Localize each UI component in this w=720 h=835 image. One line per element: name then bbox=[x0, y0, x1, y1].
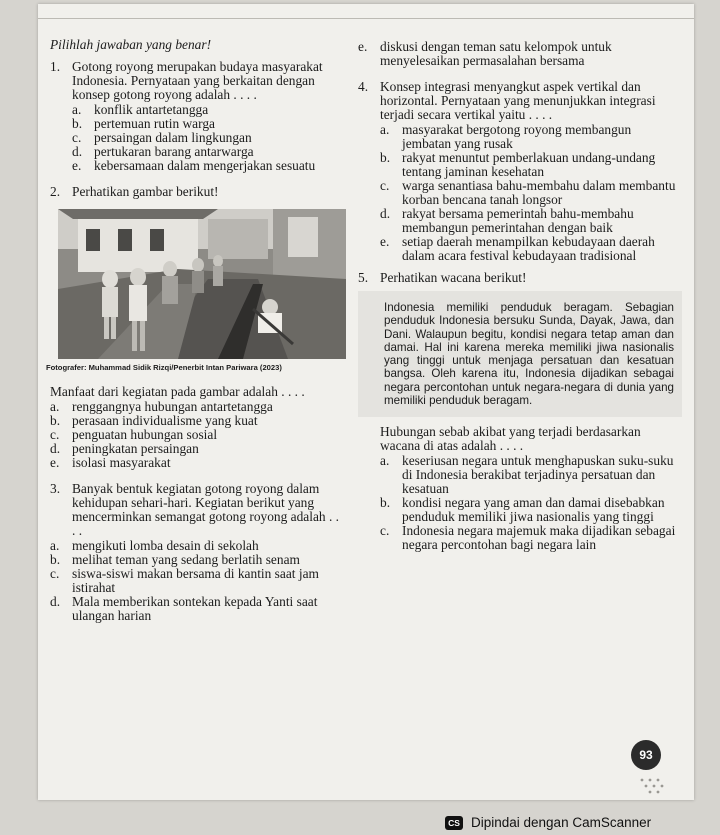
option: c. penguatan hubungan sosial bbox=[50, 427, 218, 442]
option: b. pertemuan rutin warga bbox=[72, 116, 215, 131]
option: d. Mala memberikan sontekan kepada Yanti saat ulangan harian bbox=[50, 594, 318, 623]
option: a. renggangnya hubungan antartetangga bbox=[50, 399, 273, 414]
option: c. warga senantiasa bahu-membahu dalam membantu korban bencana tanah longsor bbox=[380, 178, 676, 207]
right-column bbox=[358, 40, 682, 552]
question-text: Konsep integrasi menyangkut aspek vertikal dan horizontal. Pernyataan yang menunjukkan integrasi terjadi secara vertikal yaitu . . . . bbox=[380, 79, 656, 122]
option: a. masyarakat bergotong royong membangun jembatan yang rusak bbox=[380, 122, 632, 151]
book-page bbox=[38, 4, 694, 800]
question-number: 2. bbox=[50, 184, 61, 199]
page-number: 93 bbox=[631, 740, 661, 770]
photo-credit: Fotografer: Muhammad Sidik Rizqi/Penerbit Intan Pariwara (2023) bbox=[46, 363, 282, 372]
question-text: Gotong royong merupakan budaya masyarakat Indonesia. Pernyataan yang berkaitan dengan konsep gotong royong adalah . . . . bbox=[72, 59, 323, 102]
question-3 bbox=[50, 482, 342, 623]
decorative-dots bbox=[636, 776, 670, 794]
option: d. rakyat bersama pemerintah bahu-membahu membangun pemerintahan dengan baik bbox=[380, 206, 634, 235]
option: d. pertukaran barang antarwarga bbox=[72, 144, 254, 159]
question-follow-up: Manfaat dari kegiatan pada gambar adalah . . . . bbox=[50, 384, 305, 399]
option: b. melihat teman yang sedang berlatih senam bbox=[50, 552, 300, 567]
camscanner-logo-icon: CS bbox=[445, 816, 463, 830]
question-4 bbox=[358, 80, 682, 263]
instruction: Pilihlah jawaban yang benar! bbox=[50, 37, 212, 52]
scanner-footer bbox=[445, 815, 651, 830]
scanner-footer-text: Dipindai dengan CamScanner bbox=[471, 815, 652, 830]
option: a. konflik antartetangga bbox=[72, 102, 209, 117]
option: d. peningkatan persaingan bbox=[50, 441, 199, 456]
option: e. kebersamaan dalam mengerjakan sesuatu bbox=[72, 158, 316, 173]
question-1 bbox=[50, 60, 342, 173]
question-number: 4. bbox=[358, 79, 369, 94]
option: a. mengikuti lomba desain di sekolah bbox=[50, 538, 259, 553]
option: b. perasaan individualisme yang kuat bbox=[50, 413, 258, 428]
option: c. persaingan dalam lingkungan bbox=[72, 130, 252, 145]
option: b. kondisi negara yang aman dan damai disebabkan penduduk memiliki jiwa nasionalis yang tinggi bbox=[380, 495, 665, 525]
question-5 bbox=[358, 271, 682, 552]
option: e. diskusi dengan teman satu kelompok untuk menyelesaikan permasalahan bersama bbox=[358, 39, 612, 68]
question-2 bbox=[46, 184, 342, 470]
left-column bbox=[46, 37, 342, 623]
gotong-royong-photo bbox=[58, 209, 346, 359]
option: b. rakyat menuntut pemberlakuan undang-undang tentang jaminan kesehatan bbox=[380, 150, 656, 179]
question-number: 5. bbox=[358, 270, 369, 285]
top-rule bbox=[38, 18, 694, 19]
option: e. isolasi masyarakat bbox=[50, 455, 171, 470]
option: c. siswa-siswi makan bersama di kantin saat jam istirahat bbox=[50, 566, 319, 595]
option: a. keseriusan negara untuk menghapuskan suku-suku di Indonesia berakibat terjadinya persatuan dan kesatuan bbox=[380, 453, 674, 497]
question-number: 3. bbox=[50, 481, 61, 496]
question-text: Perhatikan wacana berikut! bbox=[380, 270, 527, 285]
question-number: 1. bbox=[50, 59, 61, 74]
question-text: Perhatikan gambar berikut! bbox=[72, 184, 219, 199]
reading-passage: Indonesia memiliki penduduk beragam. Sebagian penduduk Indonesia bersuku Sunda, Dayak, Jawa, dan Dani. Walaupun begitu, kondisi negara tetap aman dan damai. Hal ini karena mereka memiliki jiwa nasionalis yang tinggi untuk menjaga persatuan dan kesatuan bangsa. Oleh karena itu, Indonesia dijadikan sebagai negara percontohan untuk negara-negara di dunia yang memiliki penduduk beragam. bbox=[358, 291, 682, 417]
option: e. setiap daerah menampilkan kebudayaan daerah dalam acara festival kebudayaan tradisional bbox=[380, 234, 655, 263]
option: c. Indonesia negara majemuk maka dijadikan sebagai negara percontohan bagi negara lain bbox=[380, 523, 676, 553]
question-follow-up: Hubungan sebab akibat yang terjadi berdasarkan wacana di atas adalah . . . . bbox=[380, 424, 641, 454]
question-text: Banyak bentuk kegiatan gotong royong dalam kehidupan sehari-hari. Kegiatan berikut yang mencerminkan semangat gotong royong adalah . . . . bbox=[72, 481, 339, 538]
